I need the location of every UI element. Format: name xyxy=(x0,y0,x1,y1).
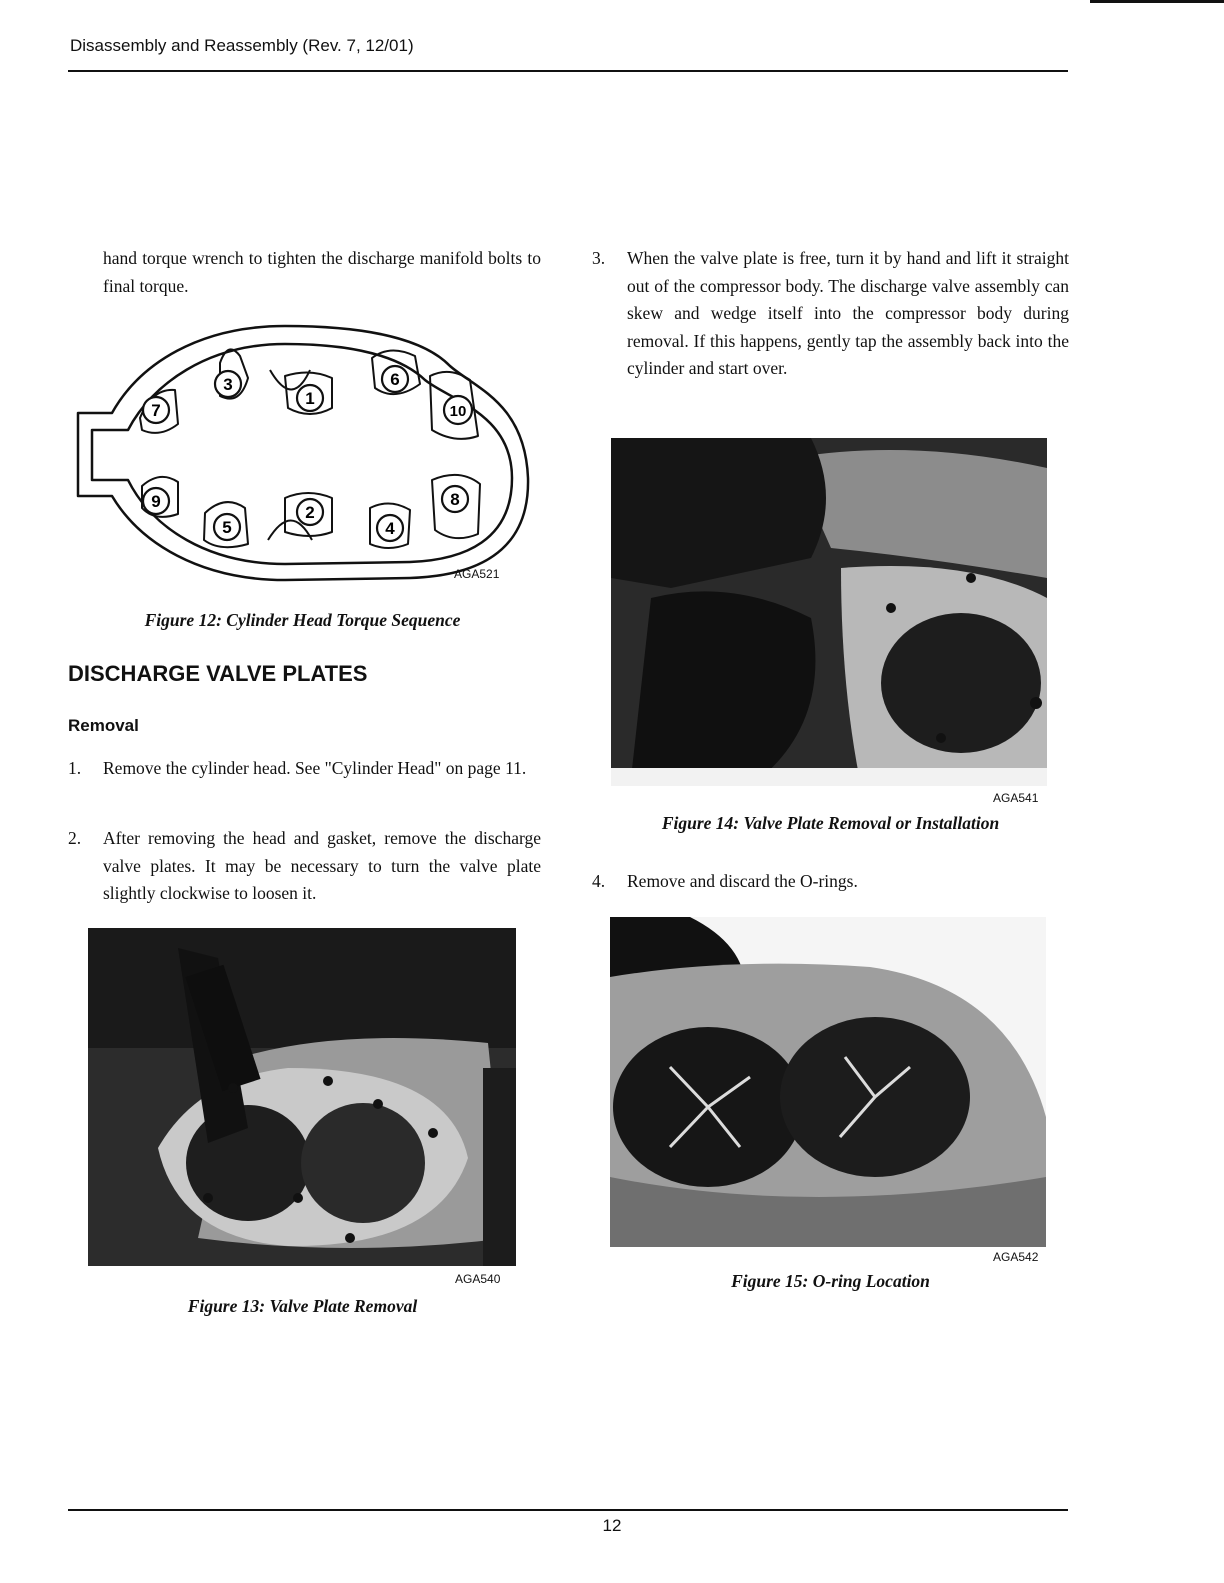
header-rule xyxy=(68,70,1068,72)
step-number: 3. xyxy=(592,248,606,268)
bolt-label-6: 6 xyxy=(390,370,400,389)
bolt-label-10: 10 xyxy=(449,403,467,420)
step-number: 2. xyxy=(68,828,82,848)
bolt-label-4: 4 xyxy=(385,519,395,538)
figure-13-photo xyxy=(88,928,516,1266)
step-2 xyxy=(68,825,541,908)
subheading: Removal xyxy=(68,716,139,735)
figure-13-id: AGA540 xyxy=(455,1272,501,1286)
running-head: Disassembly and Reassembly (Rev. 7, 12/01) xyxy=(70,36,414,55)
figure-15-caption: Figure 15: O-ring Location xyxy=(731,1271,930,1291)
section-heading: DISCHARGE VALVE PLATES xyxy=(68,661,368,686)
bolt-label-2: 2 xyxy=(305,503,315,522)
step-text: Remove the cylinder head. See "Cylinder Head" on page 11. xyxy=(103,758,527,778)
figure-15-photo xyxy=(610,917,1046,1247)
bolt-label-5: 5 xyxy=(222,518,232,537)
step-number: 4. xyxy=(592,871,606,891)
bolt-label-9: 9 xyxy=(151,492,161,511)
step-text: When the valve plate is free, turn it by hand and lift it straight out of the compressor body. The discharge valve assembly can skew and wedge itself into the compressor body during removal. If this happens, gently tap the assembly back into the cylinder and start over. xyxy=(627,248,1069,378)
corner-rule xyxy=(1090,0,1224,3)
step-4 xyxy=(592,868,1069,896)
cylinder-head-torque-diagram xyxy=(70,318,540,588)
figure-13-caption: Figure 13: Valve Plate Removal xyxy=(187,1296,418,1316)
bolt-label-8: 8 xyxy=(450,490,460,509)
step-1 xyxy=(68,755,541,783)
page-number: 12 xyxy=(602,1516,622,1535)
figure-12-id: AGA521 xyxy=(454,567,500,581)
figure-14-id: AGA541 xyxy=(993,791,1039,805)
figure-15-id: AGA542 xyxy=(993,1250,1039,1264)
figure-12-caption: Figure 12: Cylinder Head Torque Sequence xyxy=(144,610,461,630)
figure-14-caption: Figure 14: Valve Plate Removal or Installation xyxy=(661,813,1000,833)
bolt-label-1: 1 xyxy=(305,389,315,408)
step-text: Remove and discard the O-rings. xyxy=(627,871,858,891)
step-number: 1. xyxy=(68,758,82,778)
figure-14-photo xyxy=(611,438,1047,786)
bolt-label-3: 3 xyxy=(223,375,233,394)
step-3 xyxy=(592,245,1069,383)
step-text: After removing the head and gasket, remove the discharge valve plates. It may be necessary to turn the valve plate slightly clockwise to loosen it. xyxy=(103,828,541,903)
continuation-paragraph: hand torque wrench to tighten the discharge manifold bolts to final torque. xyxy=(103,248,541,296)
footer-rule xyxy=(68,1509,1068,1511)
bolt-label-7: 7 xyxy=(151,401,161,420)
